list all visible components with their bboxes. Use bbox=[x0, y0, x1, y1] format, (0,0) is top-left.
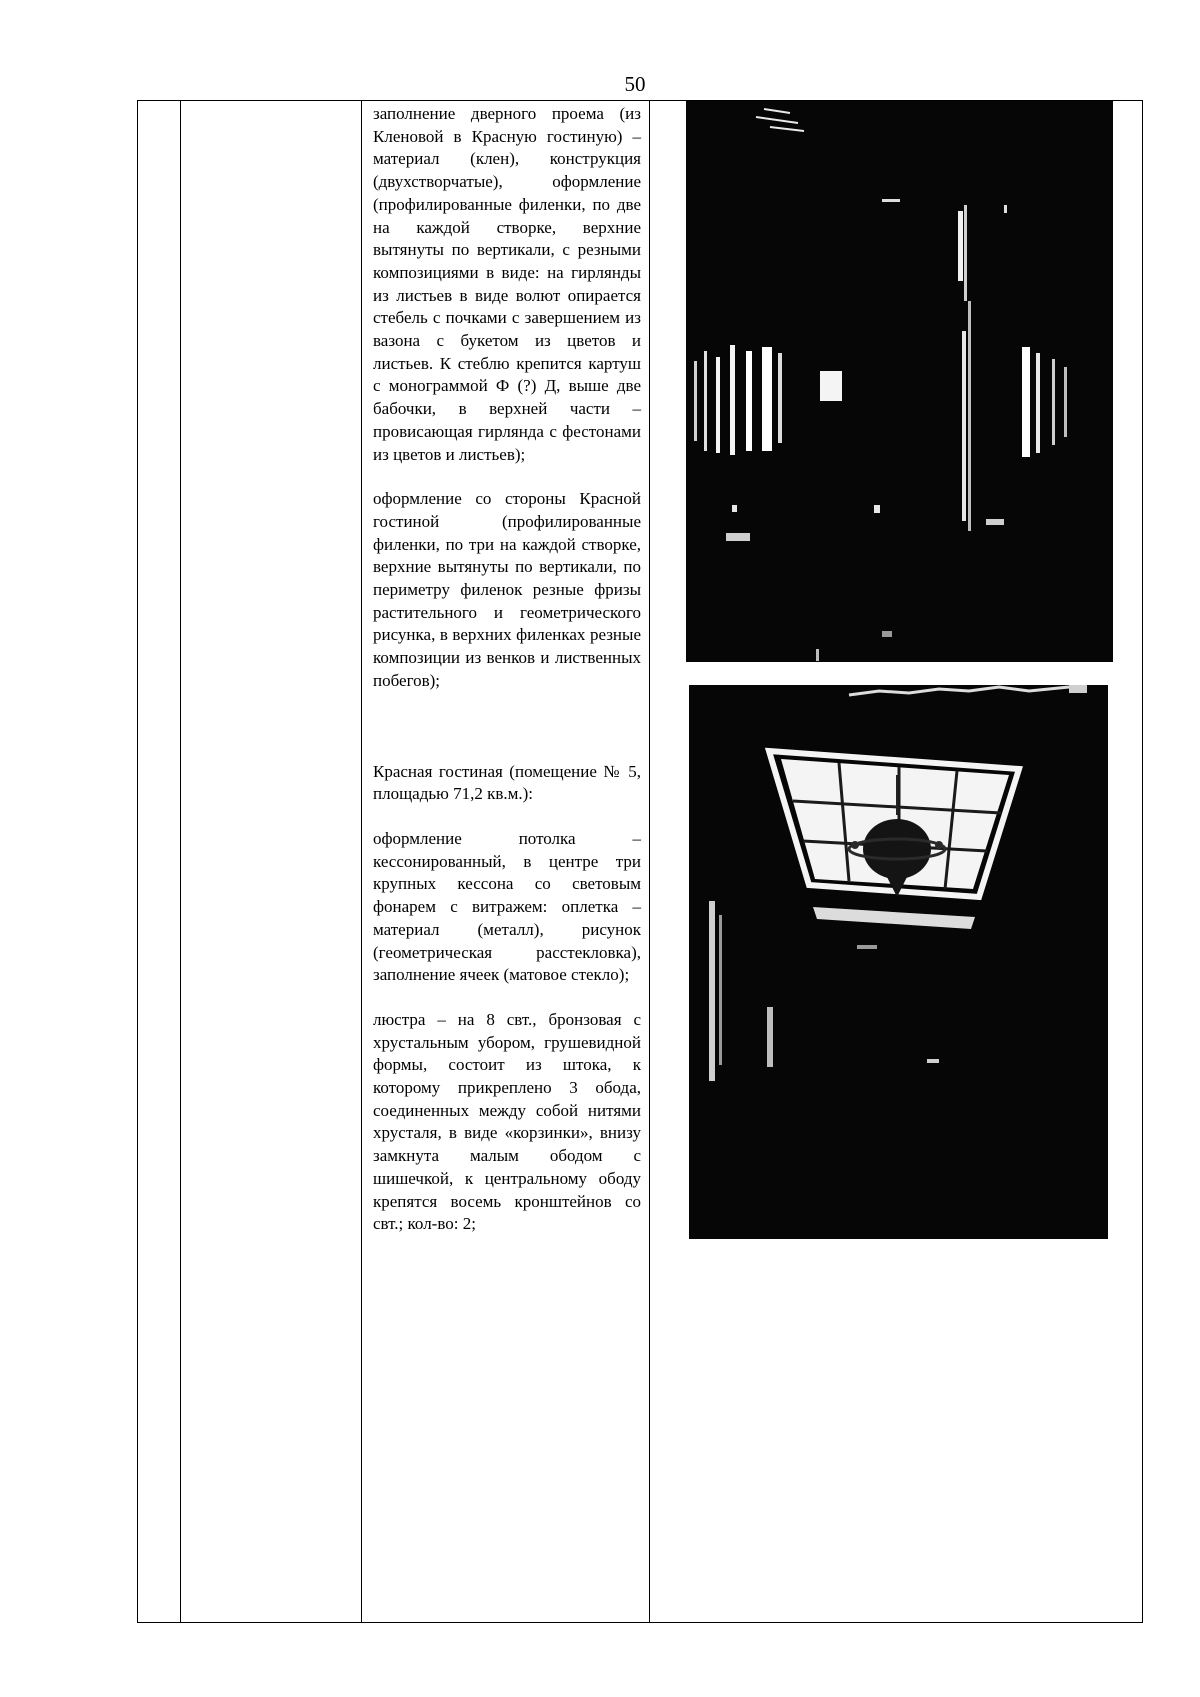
description-cell bbox=[373, 103, 641, 1236]
chandelier-paragraph: люстра – на 8 свт., бронзовая с хрустальным убором, грушевидной формы, состоит из штока, к которому прикреплено 3 обода, соединенных между собой нитями хрусталя, в виде «корзинки», внизу замкнута малым ободом с шишечкой, к центральному ободу крепятся восемь кронштейнов со свт.; кол-во: 2; bbox=[373, 1009, 641, 1234]
ceiling-paragraph: оформление потолка – кессонированный, в центре три крупных кессона со световым фонарем с витражем: оплетка – материал (металл), рисунок (геометрическая расстекловка), заполнение ячеек (матовое стекло); bbox=[373, 828, 641, 985]
door-opening-paragraph: заполнение дверного проема (из Кленовой в Красную гостиную) – материал (клен), конструкция (двухстворчатые), оформление (профилированные филенки, по две на каждой створке, верхние вытянуты по вертикали, с резными композициями в виде: на гирлянды из листьев в виде волют опирается стебель с почками с завершением из вазона с букетом из цветов и листьев. К стеблю крепится картуш с монограммой Ф (?) Д, выше две бабочки, в верхней части – провисающая гирлянда с фестонами из цветов и листьев); bbox=[373, 104, 641, 464]
column-divider-1 bbox=[180, 101, 181, 1622]
door-photo-image bbox=[686, 101, 1113, 662]
red-living-room-heading: Красная гостиная (помещение № 5, площадью 71,2 кв.м.): bbox=[373, 761, 641, 804]
ceiling-photo bbox=[689, 685, 1108, 1239]
column-divider-3 bbox=[649, 101, 650, 1622]
door-photo bbox=[686, 101, 1113, 662]
door-red-side-paragraph: оформление со стороны Красной гостиной (профилированные филенки, по три на каждой створке, верхние вытянуты по вертикали, по периметру филенок резные фризы растительного и геометрического рисунка, в верхних филенках резные композиции из венков и лиственных побегов); bbox=[373, 489, 641, 690]
page-number: 50 bbox=[624, 72, 646, 96]
ceiling-photo-image bbox=[689, 685, 1108, 1239]
column-divider-2 bbox=[361, 101, 362, 1622]
